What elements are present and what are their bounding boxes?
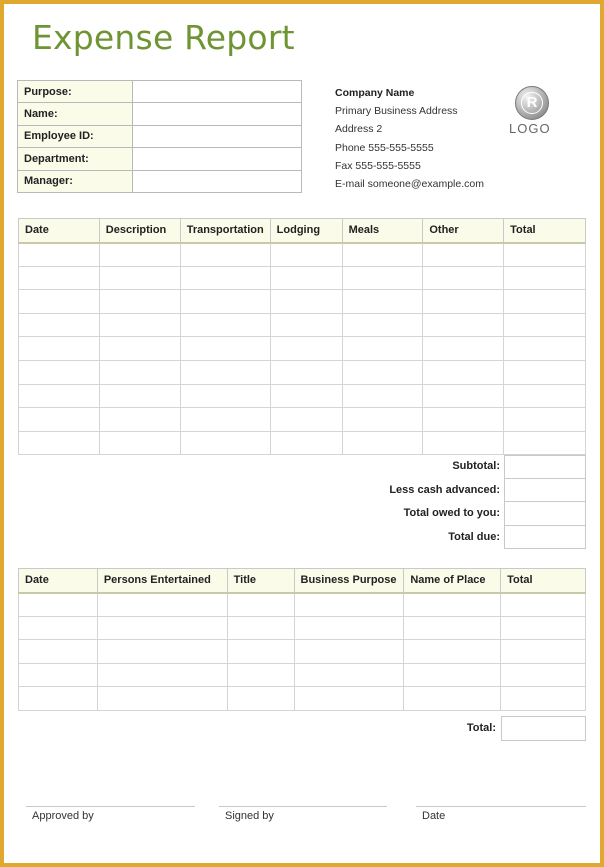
- entertainment-cell[interactable]: [19, 616, 98, 640]
- expense-cell[interactable]: [19, 337, 100, 361]
- expense-table: [18, 218, 586, 455]
- employee-id-field[interactable]: [133, 125, 302, 147]
- expense-row: [19, 313, 586, 337]
- signed-by-line[interactable]: Signed by: [219, 806, 387, 822]
- entertainment-cell[interactable]: [227, 640, 294, 664]
- entertainment-cell[interactable]: [97, 640, 227, 664]
- manager-field[interactable]: [133, 170, 302, 192]
- col-date: Date: [19, 219, 100, 243]
- expense-cell[interactable]: [180, 290, 270, 314]
- entertainment-cell[interactable]: [404, 593, 501, 617]
- name-label: Name:: [18, 103, 133, 125]
- expense-cell[interactable]: [423, 408, 504, 432]
- entertainment-cell[interactable]: [19, 663, 98, 687]
- col-lodging: Lodging: [270, 219, 342, 243]
- expense-cell[interactable]: [342, 313, 423, 337]
- expense-rows: [19, 243, 586, 455]
- summary-row-cash-advanced: [18, 479, 586, 503]
- expense-row: [19, 431, 586, 455]
- registered-mark-icon: [515, 86, 549, 120]
- expense-cell[interactable]: [180, 313, 270, 337]
- entertainment-cell[interactable]: [227, 687, 294, 711]
- subtotal-label: Subtotal:: [452, 460, 500, 472]
- expense-cell[interactable]: [504, 384, 586, 408]
- expense-cell[interactable]: [99, 313, 180, 337]
- expense-cell[interactable]: [423, 266, 504, 290]
- expense-cell[interactable]: [19, 266, 100, 290]
- expense-cell[interactable]: [423, 243, 504, 267]
- expense-cell[interactable]: [99, 384, 180, 408]
- cash-advanced-label: Less cash advanced:: [389, 483, 500, 496]
- entertainment-cell[interactable]: [97, 687, 227, 711]
- expense-cell[interactable]: [180, 408, 270, 432]
- entertainment-row: [19, 663, 586, 687]
- expense-cell[interactable]: [270, 408, 342, 432]
- expense-cell[interactable]: [270, 360, 342, 384]
- company-address-2: Address 2: [335, 123, 383, 136]
- entertainment-cell[interactable]: [97, 663, 227, 687]
- entertainment-cell[interactable]: [19, 640, 98, 664]
- expense-cell[interactable]: [342, 431, 423, 455]
- entertainment-row: [19, 687, 586, 711]
- expense-cell[interactable]: [342, 360, 423, 384]
- entertainment-table: [18, 568, 586, 711]
- entertainment-row: [19, 640, 586, 664]
- expense-cell[interactable]: [423, 384, 504, 408]
- ent-total-field[interactable]: [501, 716, 586, 741]
- expense-cell[interactable]: [270, 337, 342, 361]
- expense-cell[interactable]: [342, 266, 423, 290]
- entertainment-cell[interactable]: [294, 593, 404, 617]
- expense-row: [19, 290, 586, 314]
- col-business-purpose: Business Purpose: [294, 569, 404, 593]
- date-line[interactable]: Date: [416, 806, 586, 822]
- expense-cell[interactable]: [342, 290, 423, 314]
- expense-row: [19, 408, 586, 432]
- entertainment-cell[interactable]: [501, 687, 586, 711]
- expense-cell[interactable]: [504, 266, 586, 290]
- company-phone: Phone 555-555-5555: [335, 141, 434, 154]
- expense-cell[interactable]: [180, 360, 270, 384]
- company-block: [335, 84, 484, 193]
- company-email: E-mail someone@example.com: [335, 178, 484, 191]
- entertainment-row: [19, 593, 586, 617]
- logo-mark: R: [521, 92, 543, 114]
- entertainment-cell[interactable]: [294, 687, 404, 711]
- summary-row-due: [18, 526, 586, 550]
- expense-cell[interactable]: [342, 243, 423, 267]
- entertainment-cell[interactable]: [227, 663, 294, 687]
- col-persons-entertained: Persons Entertained: [97, 569, 227, 593]
- company-address-1: Primary Business Address: [335, 105, 458, 118]
- approved-by-line[interactable]: Approved by: [26, 806, 195, 822]
- expense-cell[interactable]: [342, 408, 423, 432]
- info-table: [17, 80, 302, 193]
- col-description: Description: [99, 219, 180, 243]
- company-name: Company Name: [335, 87, 415, 99]
- expense-cell[interactable]: [504, 313, 586, 337]
- expense-cell[interactable]: [504, 243, 586, 267]
- expense-cell[interactable]: [270, 290, 342, 314]
- entertainment-total: [18, 716, 586, 741]
- expense-cell[interactable]: [270, 266, 342, 290]
- col-ent-total: Total: [501, 569, 586, 593]
- expense-cell[interactable]: [99, 290, 180, 314]
- name-field[interactable]: [133, 103, 302, 125]
- department-label: Department:: [18, 148, 133, 170]
- due-label: Total due:: [448, 530, 500, 543]
- col-ent-date: Date: [19, 569, 98, 593]
- expense-cell[interactable]: [504, 408, 586, 432]
- col-transportation: Transportation: [180, 219, 270, 243]
- expense-row: [19, 384, 586, 408]
- expense-cell[interactable]: [270, 313, 342, 337]
- entertainment-cell[interactable]: [501, 616, 586, 640]
- entertainment-cell[interactable]: [294, 640, 404, 664]
- entertainment-header-row: [19, 569, 586, 593]
- col-total: Total: [504, 219, 586, 243]
- info-row-department: [18, 148, 302, 170]
- expense-cell[interactable]: [99, 360, 180, 384]
- entertainment-cell[interactable]: [227, 593, 294, 617]
- entertainment-cell[interactable]: [19, 593, 98, 617]
- expense-cell[interactable]: [342, 384, 423, 408]
- company-fax: Fax 555-555-5555: [335, 159, 421, 172]
- entertainment-row: [19, 616, 586, 640]
- entertainment-rows: [19, 593, 586, 711]
- expense-cell[interactable]: [19, 243, 100, 267]
- info-row-manager: [18, 170, 302, 192]
- owed-field[interactable]: [504, 502, 586, 526]
- expense-row: [19, 243, 586, 267]
- expense-cell[interactable]: [99, 431, 180, 455]
- col-meals: Meals: [342, 219, 423, 243]
- company-logo: [508, 86, 558, 142]
- expense-cell[interactable]: [270, 431, 342, 455]
- expense-cell[interactable]: [504, 431, 586, 455]
- col-title: Title: [227, 569, 294, 593]
- expense-cell[interactable]: [99, 266, 180, 290]
- entertainment-cell[interactable]: [404, 616, 501, 640]
- expense-cell[interactable]: [180, 431, 270, 455]
- expense-row: [19, 337, 586, 361]
- info-row-employee-id: [18, 125, 302, 147]
- expense-row: [19, 266, 586, 290]
- expense-cell[interactable]: [180, 337, 270, 361]
- expense-cell[interactable]: [180, 243, 270, 267]
- expense-cell[interactable]: [19, 290, 100, 314]
- expense-cell[interactable]: [423, 290, 504, 314]
- expense-cell[interactable]: [99, 408, 180, 432]
- entertainment-cell[interactable]: [501, 663, 586, 687]
- expense-cell[interactable]: [19, 313, 100, 337]
- page-title: Expense Report: [32, 18, 295, 57]
- expense-header-row: [19, 219, 586, 243]
- expense-cell[interactable]: [504, 360, 586, 384]
- expense-cell[interactable]: [180, 266, 270, 290]
- owed-label: Total owed to you:: [403, 507, 500, 519]
- expense-cell[interactable]: [423, 431, 504, 455]
- entertainment-cell[interactable]: [97, 616, 227, 640]
- summary-block: [18, 455, 586, 549]
- entertainment-cell[interactable]: [294, 663, 404, 687]
- col-name-of-place: Name of Place: [404, 569, 501, 593]
- expense-cell[interactable]: [423, 337, 504, 361]
- ent-total-label: Total:: [466, 722, 496, 734]
- entertainment-cell[interactable]: [227, 616, 294, 640]
- expense-cell[interactable]: [423, 360, 504, 384]
- expense-cell[interactable]: [504, 290, 586, 314]
- expense-cell[interactable]: [270, 243, 342, 267]
- expense-cell[interactable]: [342, 337, 423, 361]
- entertainment-cell[interactable]: [404, 687, 501, 711]
- entertainment-cell[interactable]: [19, 687, 98, 711]
- entertainment-cell[interactable]: [501, 593, 586, 617]
- expense-cell[interactable]: [423, 313, 504, 337]
- info-row-name: [18, 103, 302, 125]
- entertainment-cell[interactable]: [404, 663, 501, 687]
- expense-cell[interactable]: [270, 384, 342, 408]
- expense-cell[interactable]: [19, 431, 100, 455]
- expense-cell[interactable]: [19, 408, 100, 432]
- expense-cell[interactable]: [180, 384, 270, 408]
- col-other: Other: [423, 219, 504, 243]
- due-field[interactable]: [504, 526, 586, 550]
- expense-cell[interactable]: [99, 337, 180, 361]
- summary-row-owed: [18, 502, 586, 526]
- manager-label: Manager:: [18, 170, 133, 192]
- subtotal-field[interactable]: [504, 455, 586, 479]
- expense-cell[interactable]: [19, 360, 100, 384]
- entertainment-cell[interactable]: [501, 640, 586, 664]
- purpose-label: Purpose:: [18, 81, 133, 103]
- expense-cell[interactable]: [504, 337, 586, 361]
- summary-row-subtotal: [18, 455, 586, 479]
- employee-id-label: Employee ID:: [18, 125, 133, 147]
- entertainment-cell[interactable]: [97, 593, 227, 617]
- expense-cell[interactable]: [99, 243, 180, 267]
- expense-cell[interactable]: [19, 384, 100, 408]
- logo-text: LOGO: [509, 121, 551, 136]
- purpose-field[interactable]: [133, 81, 302, 103]
- expense-row: [19, 360, 586, 384]
- cash-advanced-field[interactable]: [504, 479, 586, 503]
- entertainment-cell[interactable]: [294, 616, 404, 640]
- department-field[interactable]: [133, 148, 302, 170]
- entertainment-cell[interactable]: [404, 640, 501, 664]
- info-row-purpose: [18, 81, 302, 103]
